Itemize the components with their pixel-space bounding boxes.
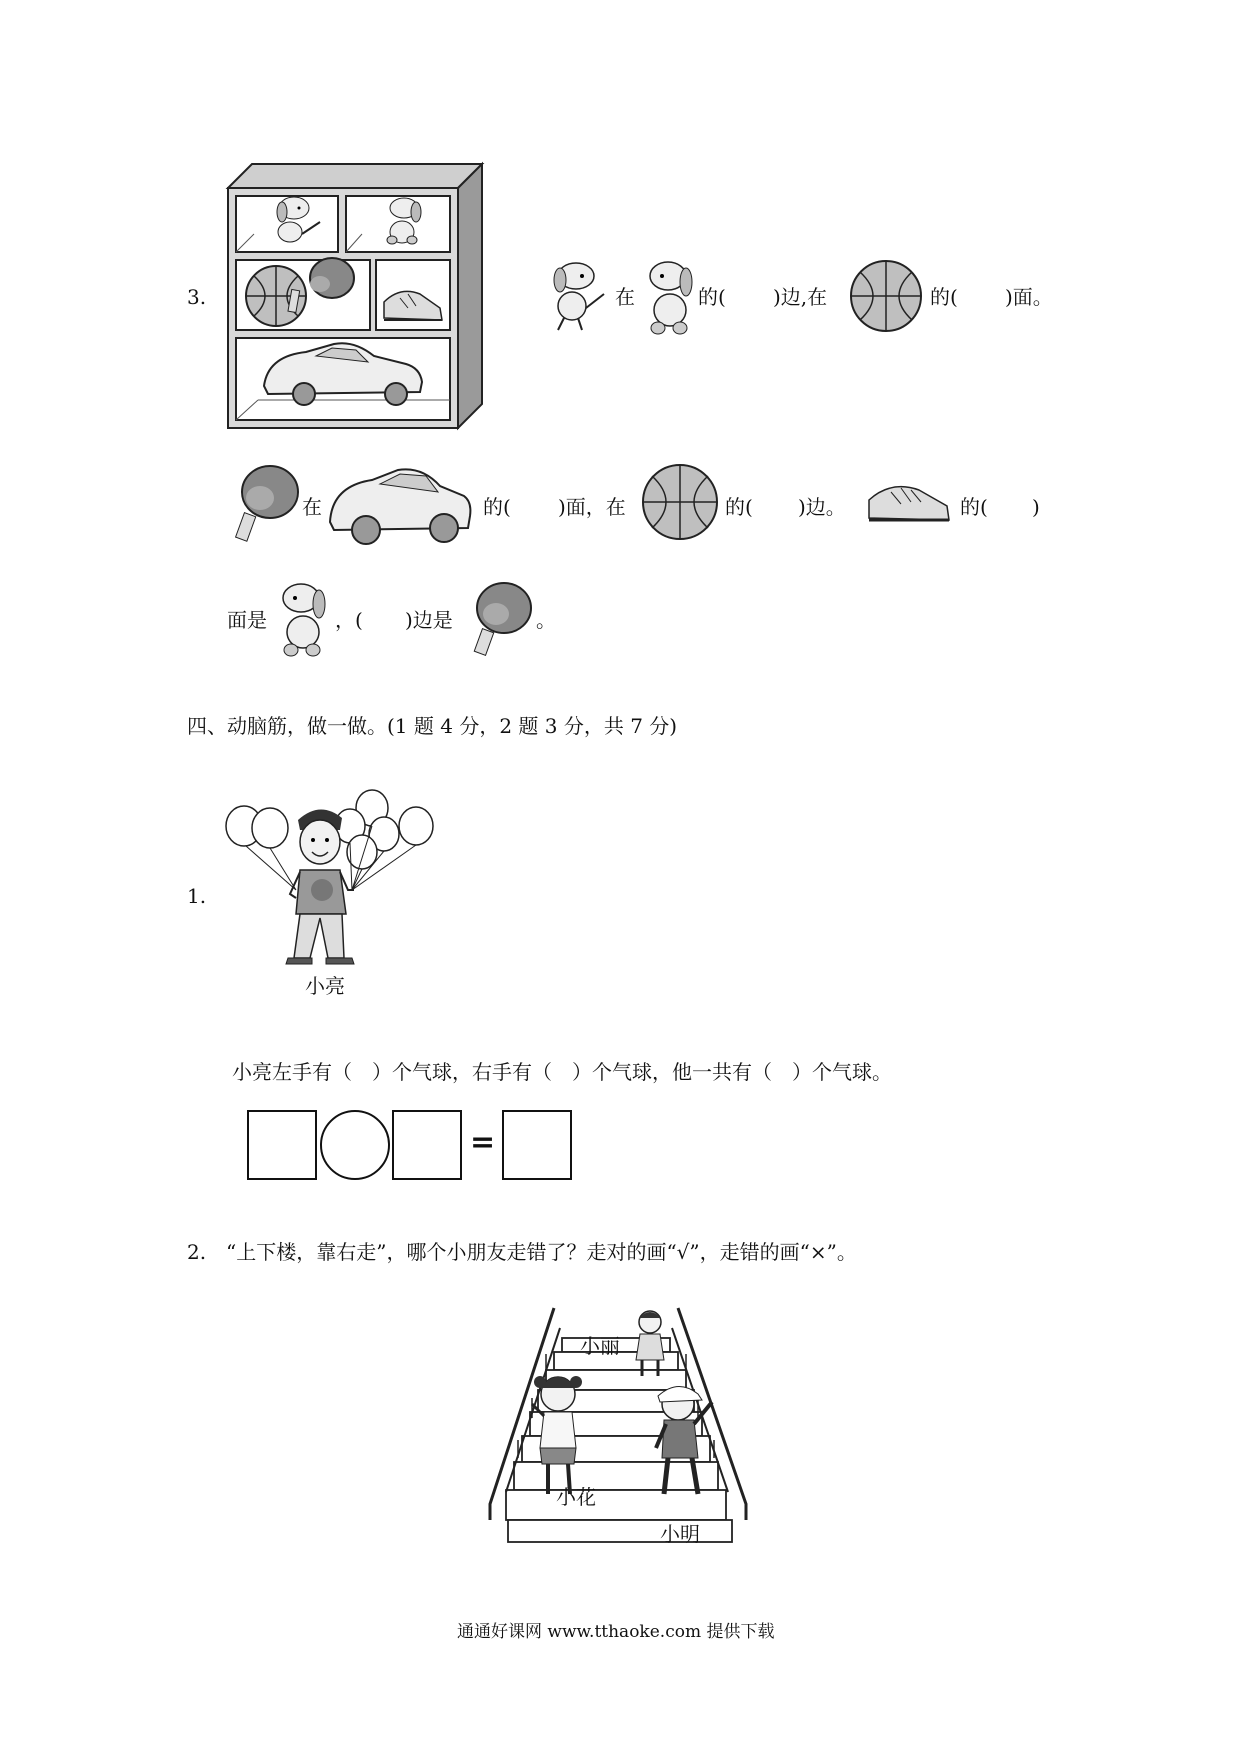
q3-line1-bian-zai: )边,在 <box>773 285 828 309</box>
equals-sign: = <box>470 1125 496 1160</box>
section-heading: 四、动脑筋，做一做。(1 题 4 分，2 题 3 分，共 7 分) <box>187 714 678 738</box>
q3-line1-de-a: 的( <box>698 285 726 309</box>
q3-line2-de-a: 的( <box>483 495 511 519</box>
basketball-icon <box>848 258 924 334</box>
q3-line2-de-c: 的( <box>960 495 988 519</box>
page-footer: 通通好课网 www.tthaoke.com 提供下载 <box>457 1622 775 1642</box>
name-label-xiaoming: 小明 <box>660 1522 700 1546</box>
q3-line3-period: 。 <box>536 608 556 632</box>
basketball-icon <box>640 462 720 542</box>
q2-number: 2. <box>187 1240 207 1264</box>
bookshelf-illustration <box>224 160 486 430</box>
name-label-xiaohua: 小花 <box>556 1485 596 1509</box>
answer-box-2[interactable] <box>392 1110 462 1180</box>
q3-line3-bianshi: )边是 <box>405 608 453 632</box>
q3-line3-mianshi: 面是 <box>227 608 267 632</box>
q3-line2-de-b: 的( <box>725 495 753 519</box>
toy-car-icon <box>324 456 474 552</box>
pingpong-paddle-icon <box>230 462 300 544</box>
q3-line2-zai: 在 <box>302 495 322 519</box>
q3-line1-zai: 在 <box>615 285 635 309</box>
pingpong-paddle-icon <box>468 578 534 658</box>
operator-circle[interactable] <box>320 1110 390 1180</box>
q3-line2-close: ) <box>1032 495 1040 519</box>
boy-with-balloons-illustration <box>224 786 440 970</box>
name-label-xiaoli: 小丽 <box>580 1334 620 1358</box>
q3-line2-bian: )边。 <box>798 495 846 519</box>
q2-question: “上下楼，靠右走”，哪个小朋友走错了？走对的画“√”，走错的画“×”。 <box>226 1240 857 1264</box>
q3-line3-comma: ，( <box>335 608 363 632</box>
answer-box-1[interactable] <box>247 1110 317 1180</box>
sneaker-icon <box>865 478 955 528</box>
q3-line1-mian: )面。 <box>1005 285 1053 309</box>
q3-line2-mian-zai: )面，在 <box>558 495 626 519</box>
answer-box-result[interactable] <box>502 1110 572 1180</box>
q1-question: 小亮左手有（ ）个气球，右手有（ ）个气球，他一共有（ ）个气球。 <box>232 1060 892 1084</box>
balloon-icon <box>226 806 296 890</box>
q1-number: 1. <box>187 884 207 908</box>
dog-icon <box>542 258 608 334</box>
balloon-icon <box>335 790 433 890</box>
puppy-icon <box>273 578 335 660</box>
puppy-icon <box>640 256 702 338</box>
boy-name-label: 小亮 <box>305 974 345 998</box>
q3-line1-de-b: 的( <box>930 285 958 309</box>
q3-number: 3. <box>187 285 207 309</box>
